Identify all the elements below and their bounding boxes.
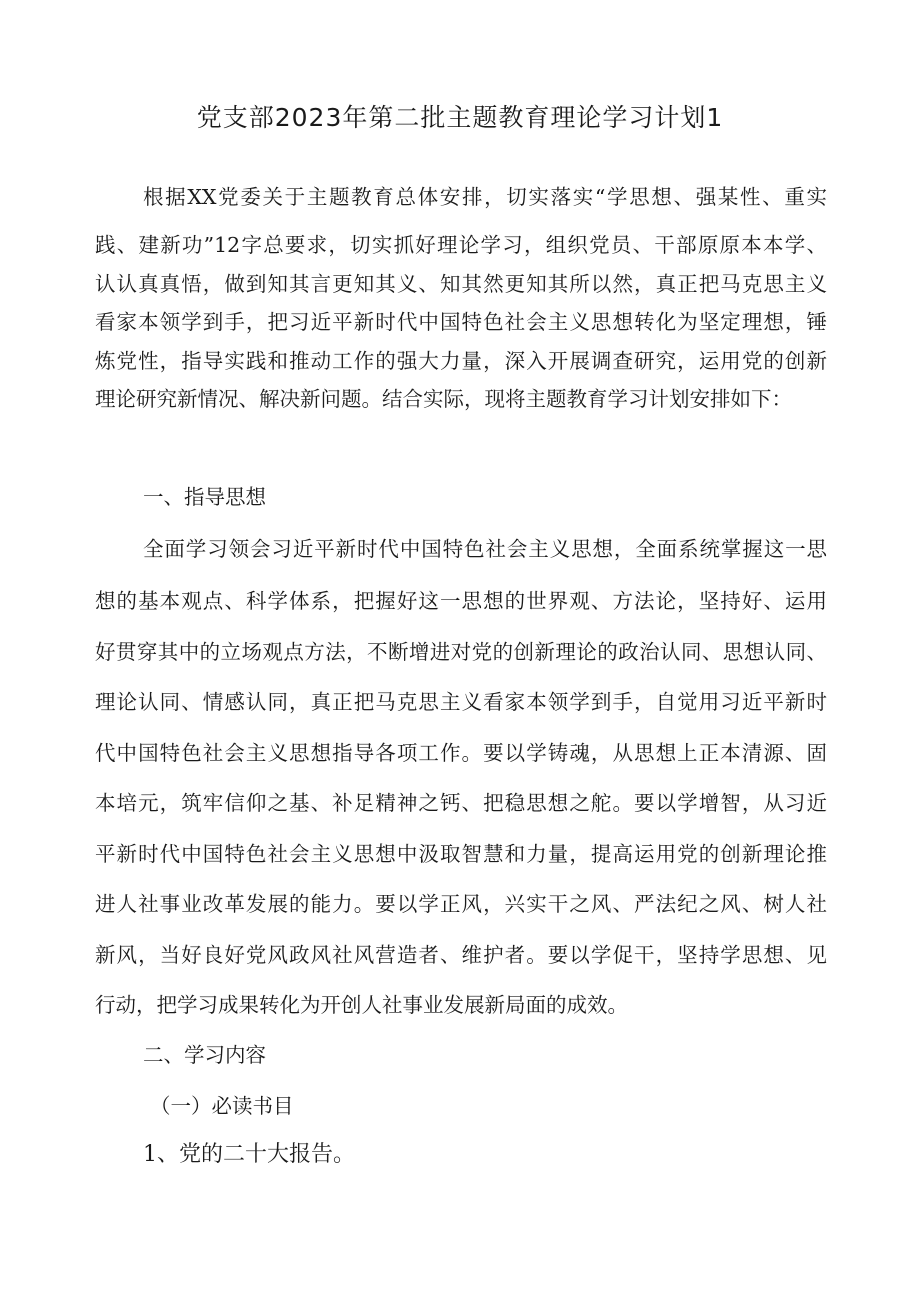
document-title: 党支部2023年第二批主题教育理论学习计划1: [196, 103, 724, 132]
intro-line: 看家本领学到手，把习近平新时代中国特色社会主义思想转化为坚定理想，锤: [95, 310, 827, 335]
intro-line: 践、建新功”12字总要求，切实抓好理论学习，组织党员、干部原原本本学、: [95, 233, 827, 257]
section1-paragraph: [143, 530, 827, 569]
intro-line: 炼党性，指导实践和推动工作的强大力量，深入开展调查研究，运用党的创新: [95, 348, 827, 373]
section-heading-study-content: 二、学习内容: [143, 1043, 266, 1067]
section1-line: 好贯穿其中的立场观点方法，不断增进对党的创新理论的政治认同、思想认同、: [95, 639, 827, 664]
section1-line: 进人社事业改革发展的能力。要以学正风，兴实干之风、严法纪之风、树人社: [95, 892, 827, 916]
intro-line: 理论研究新情况、解决新问题。结合实际，现将主题教育学习计划安排如下：: [95, 387, 792, 412]
section1-line: 理论认同、情感认同，真正把马克思主义看家本领学到手，自觉用习近平新时: [95, 690, 827, 714]
intro-paragraph: [143, 180, 827, 210]
section1-line: 想的基本观点、科学体系，把握好这一思想的世界观、方法论，坚持好、运用: [95, 589, 827, 613]
list-item: 1、党的二十大报告。: [143, 1142, 355, 1167]
subsection-heading-required-reading: （一）必读书目: [150, 1094, 294, 1118]
section-heading-guiding-thought: 一、指导思想: [143, 485, 266, 509]
intro-paragraph-body: [95, 226, 827, 419]
intro-line: 根据XX党委关于主题教育总体安排，切实落实“学思想、强某性、重实: [143, 185, 827, 209]
section1-paragraph-body: [95, 576, 827, 1031]
section1-line: 全面学习领会习近平新时代中国特色社会主义思想，全面系统掌握这一思: [143, 537, 827, 561]
section1-line: 代中国特色社会主义思想指导各项工作。要以学铸魂，从思想上正本清源、固: [95, 740, 827, 765]
intro-line: 认认真真悟，做到知其言更知其义、知其然更知其所以然，真正把马克思主义: [95, 271, 827, 296]
section1-line: 平新时代中国特色社会主义思想中汲取智慧和力量，提高运用党的创新理论推: [95, 841, 827, 866]
section1-line: 新风，当好良好党风政风社风营造者、维护者。要以学促干，坚持学思想、见: [95, 942, 827, 967]
section1-line: 本培元，筑牢信仰之基、补足精神之钙、把稳思想之舵。要以学增智，从习近: [95, 791, 827, 815]
section1-line: 行动，把学习成果转化为开创人社事业发展新局面的成效。: [95, 993, 628, 1017]
